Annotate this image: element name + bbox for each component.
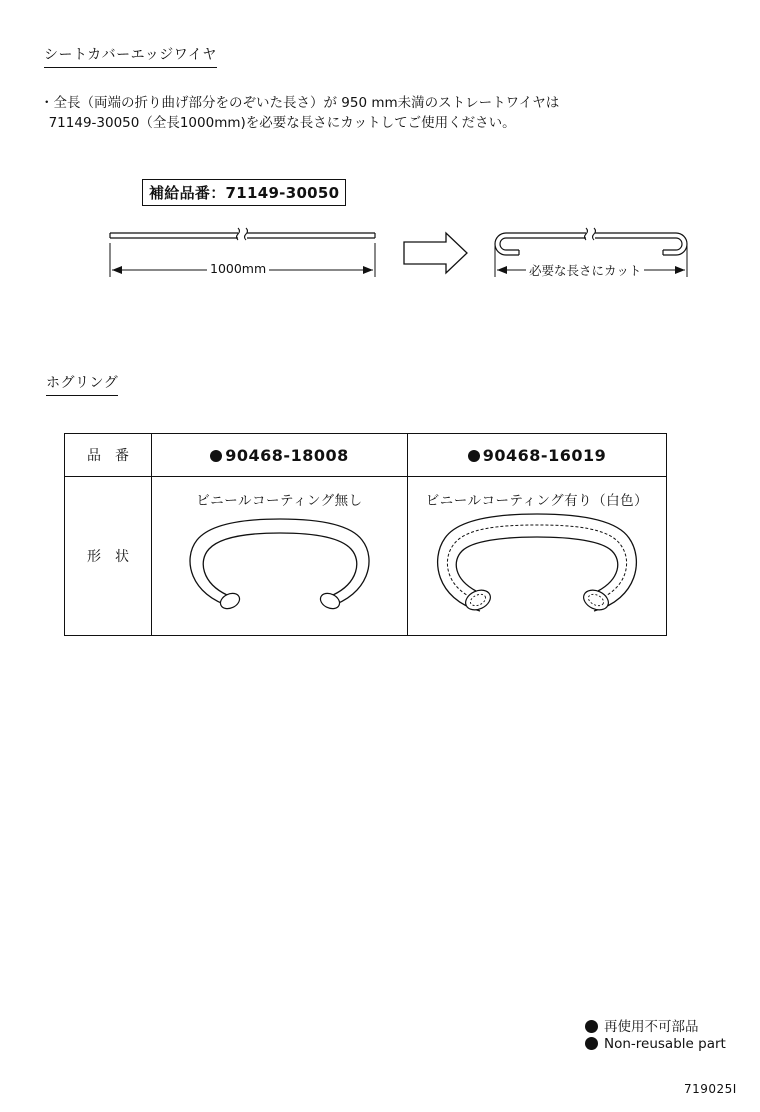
cut-to-length-label: 必要な長さにカット <box>526 261 644 279</box>
shape-row-label: 形 状 <box>65 477 152 636</box>
legend-ja-text: 再使用不可部品 <box>604 1019 699 1035</box>
hog-ring-table <box>64 433 667 636</box>
note-line-1: ・全長（両端の折り曲げ部分をのぞいた長さ）が 950 mm未満のストレートワイヤは <box>40 95 560 111</box>
part-number-row-label: 品 番 <box>65 434 152 477</box>
shape-cell-uncoated <box>152 477 408 636</box>
caption-coated: ビニールコーティング有り（白色） <box>425 493 649 509</box>
legend-ja <box>585 1015 699 1035</box>
part-number-2: 90468-16019 <box>482 445 607 465</box>
hog-ring-uncoated-icon <box>152 477 407 635</box>
edge-wire-diagram <box>0 215 760 295</box>
section-title-edge-wire: シートカバーエッジワイヤ <box>44 44 217 68</box>
part-number-cell-2 <box>408 434 667 477</box>
part-number-1: 90468-18008 <box>225 445 349 465</box>
straight-wire-drawing <box>110 227 375 243</box>
bent-wire-drawing <box>495 227 687 255</box>
non-reusable-dot-icon <box>210 450 222 462</box>
figure-id: 719025I <box>684 1082 737 1096</box>
length-1000mm-label: 1000mm <box>207 261 269 276</box>
non-reusable-dot-icon <box>585 1037 598 1050</box>
legend-en <box>585 1036 726 1052</box>
right-arrow-icon <box>404 233 467 273</box>
note-line-2: 71149-30050（全長1000mm)を必要な長さにカットしてご使用ください。 <box>40 115 516 131</box>
caption-uncoated: ビニールコーティング無し <box>196 493 363 509</box>
legend-en-text: Non-reusable part <box>604 1036 726 1052</box>
section-title-hog-ring: ホグリング <box>46 372 118 396</box>
part-number-cell-1 <box>152 434 408 477</box>
non-reusable-dot-icon <box>468 450 480 462</box>
non-reusable-dot-icon <box>585 1020 598 1033</box>
supply-part-number-box: 補給品番：71149-30050 <box>142 179 346 206</box>
hog-ring-coated-icon <box>408 477 666 635</box>
shape-cell-coated <box>408 477 667 636</box>
